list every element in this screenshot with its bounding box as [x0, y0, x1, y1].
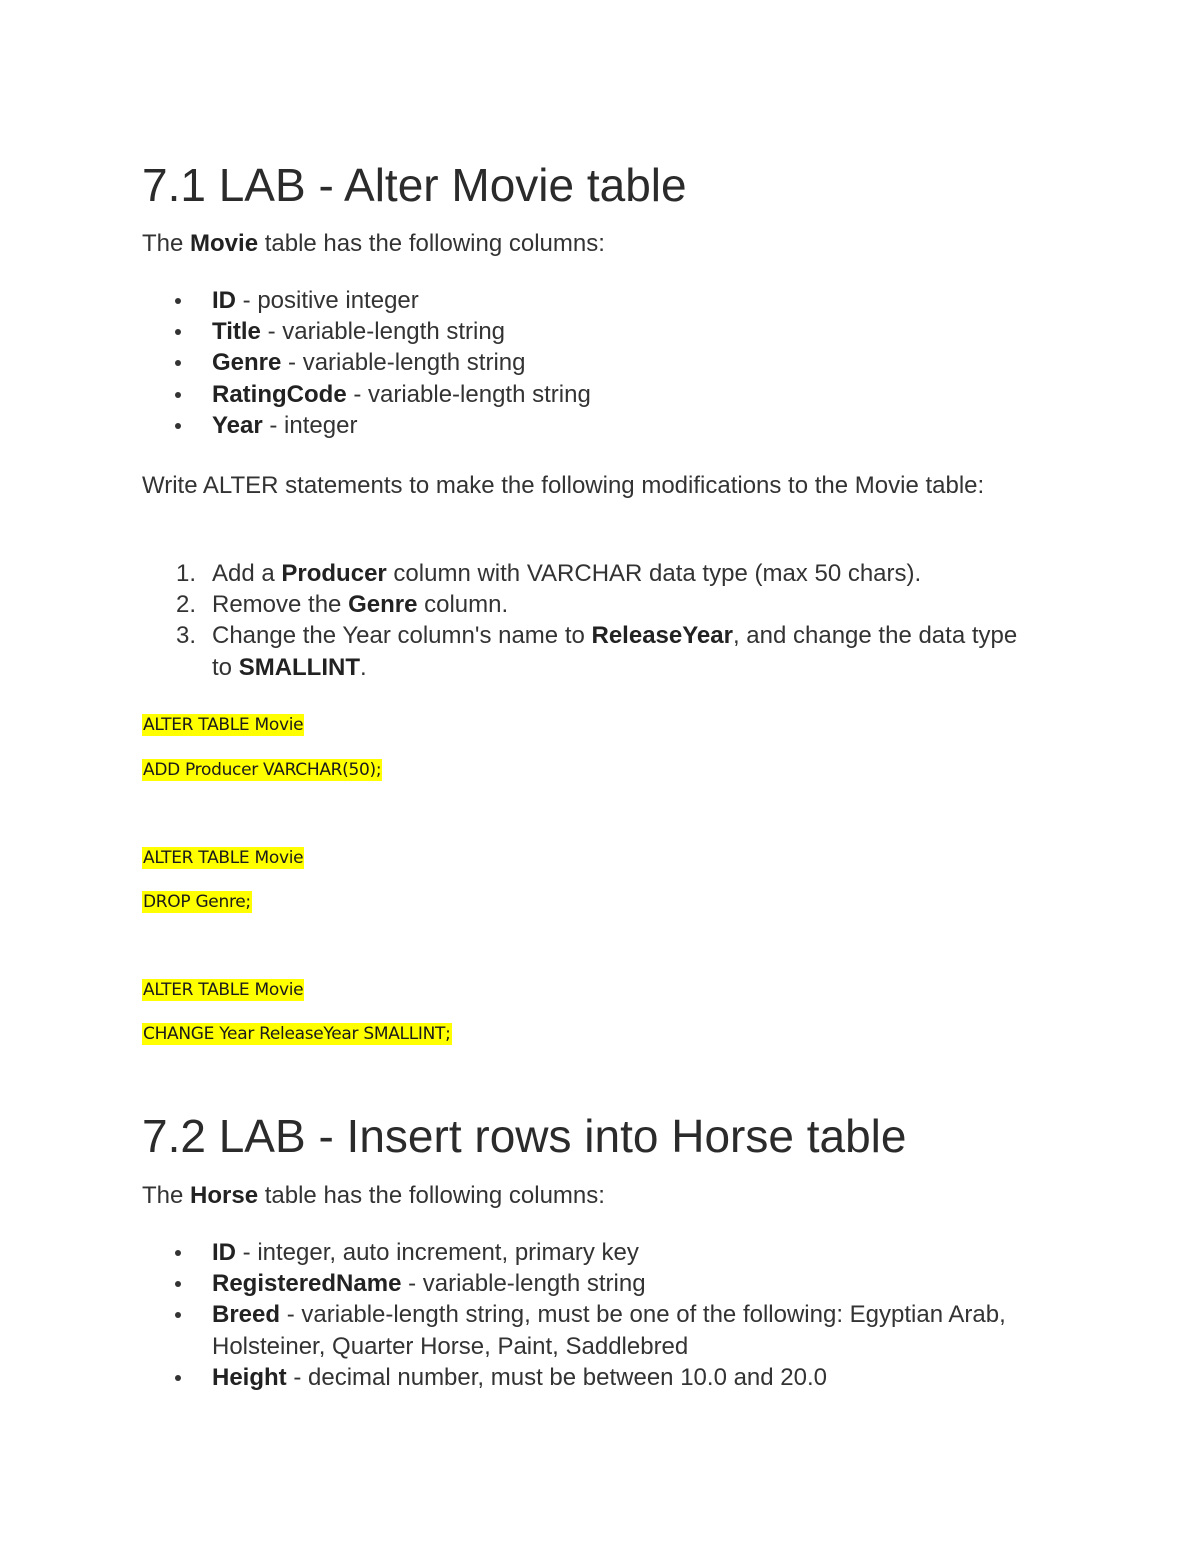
- column-name: ID: [212, 287, 236, 314]
- step-number: 1.: [176, 560, 197, 587]
- list-item: [142, 620, 1042, 682]
- column-name: Genre: [212, 349, 282, 377]
- step-keyword: SMALLINT: [238, 653, 360, 681]
- sql-code-line: ALTER TABLE Movie: [143, 848, 304, 868]
- column-desc: - positive integer: [236, 287, 419, 314]
- step-number: 3.: [176, 622, 197, 650]
- list-item: [142, 379, 591, 410]
- column-name: RatingCode: [212, 380, 347, 408]
- column-desc: - decimal number, must be between 10.0 and 20.0: [286, 1363, 827, 1391]
- column-name: Title: [212, 318, 261, 346]
- list-item: [142, 347, 591, 378]
- list-item: [142, 1299, 1042, 1361]
- sql-code-line: ALTER TABLE Movie: [143, 715, 304, 735]
- column-desc: - variable-length string: [260, 318, 506, 346]
- bullet-icon: [175, 329, 181, 335]
- step-text: column with VARCHAR data type (max 50 chars).: [386, 560, 922, 587]
- bullet-icon: [175, 1312, 181, 1318]
- sql-code-line: ALTER TABLE Movie: [143, 980, 304, 1000]
- list-item: [142, 589, 1042, 620]
- list-item: [142, 1237, 1042, 1268]
- step-text: .: [360, 653, 367, 681]
- intro-table-name: Movie: [190, 230, 259, 257]
- column-desc: - variable-length string, must be one of the following: Egyptian Arab, Holsteiner, Quarter Horse, Paint, Saddlebred: [212, 1301, 1006, 1360]
- intro-table-name: Horse: [190, 1182, 259, 1209]
- movie-intro: [142, 228, 605, 259]
- intro-text: table has the following columns:: [258, 230, 605, 257]
- horse-columns-list: [142, 1237, 1042, 1393]
- step-keyword: ReleaseYear: [591, 622, 733, 650]
- bullet-icon: [175, 1281, 181, 1287]
- intro-text: The: [142, 230, 191, 257]
- section-title-7-2: 7.2 LAB - Insert rows into Horse table: [142, 1110, 907, 1162]
- list-item: [142, 558, 1042, 589]
- step-keyword: Genre: [348, 591, 418, 619]
- list-item: [142, 410, 591, 441]
- step-number: 2.: [176, 591, 197, 619]
- step-keyword: Producer: [281, 560, 387, 587]
- step-text: Add a: [212, 560, 282, 587]
- modifications-list: [142, 558, 1042, 683]
- column-desc: - variable-length string: [401, 1270, 646, 1298]
- intro-text: table has the following columns:: [258, 1182, 605, 1209]
- bullet-icon: [175, 392, 181, 398]
- column-desc: - variable-length string: [346, 380, 591, 408]
- column-name: Height: [212, 1363, 287, 1391]
- bullet-icon: [175, 1250, 181, 1256]
- list-item: [142, 1268, 1042, 1299]
- list-item: [142, 1362, 1042, 1393]
- movie-columns-list: [142, 285, 591, 441]
- step-text: , and change the data type to: [212, 622, 1018, 681]
- column-name: Breed: [212, 1301, 281, 1329]
- alter-instruction: Write ALTER statements to make the following modifications to the Movie table:: [142, 472, 985, 499]
- sql-code-line: DROP Genre;: [143, 892, 251, 912]
- bullet-icon: [175, 1375, 181, 1381]
- sql-code-line: ADD Producer VARCHAR(50);: [143, 760, 382, 780]
- section-title-7-1: 7.1 LAB - Alter Movie table: [142, 159, 687, 211]
- bullet-icon: [175, 298, 181, 304]
- column-desc: - integer, auto increment, primary key: [236, 1239, 639, 1266]
- sql-code-line: CHANGE Year ReleaseYear SMALLINT;: [143, 1024, 451, 1044]
- list-item: [142, 316, 591, 347]
- column-name: RegisteredName: [212, 1270, 402, 1298]
- step-text: column.: [417, 591, 509, 619]
- column-name: Year: [212, 411, 263, 439]
- intro-text: The: [142, 1182, 191, 1209]
- horse-intro: [142, 1180, 605, 1211]
- column-desc: - integer: [262, 411, 358, 439]
- step-text: Remove the: [212, 591, 349, 619]
- column-name: ID: [212, 1239, 236, 1266]
- list-item: [142, 285, 591, 316]
- bullet-icon: [175, 360, 181, 366]
- column-desc: - variable-length string: [281, 349, 526, 377]
- step-text: Change the Year column's name to: [212, 622, 592, 650]
- bullet-icon: [175, 423, 181, 429]
